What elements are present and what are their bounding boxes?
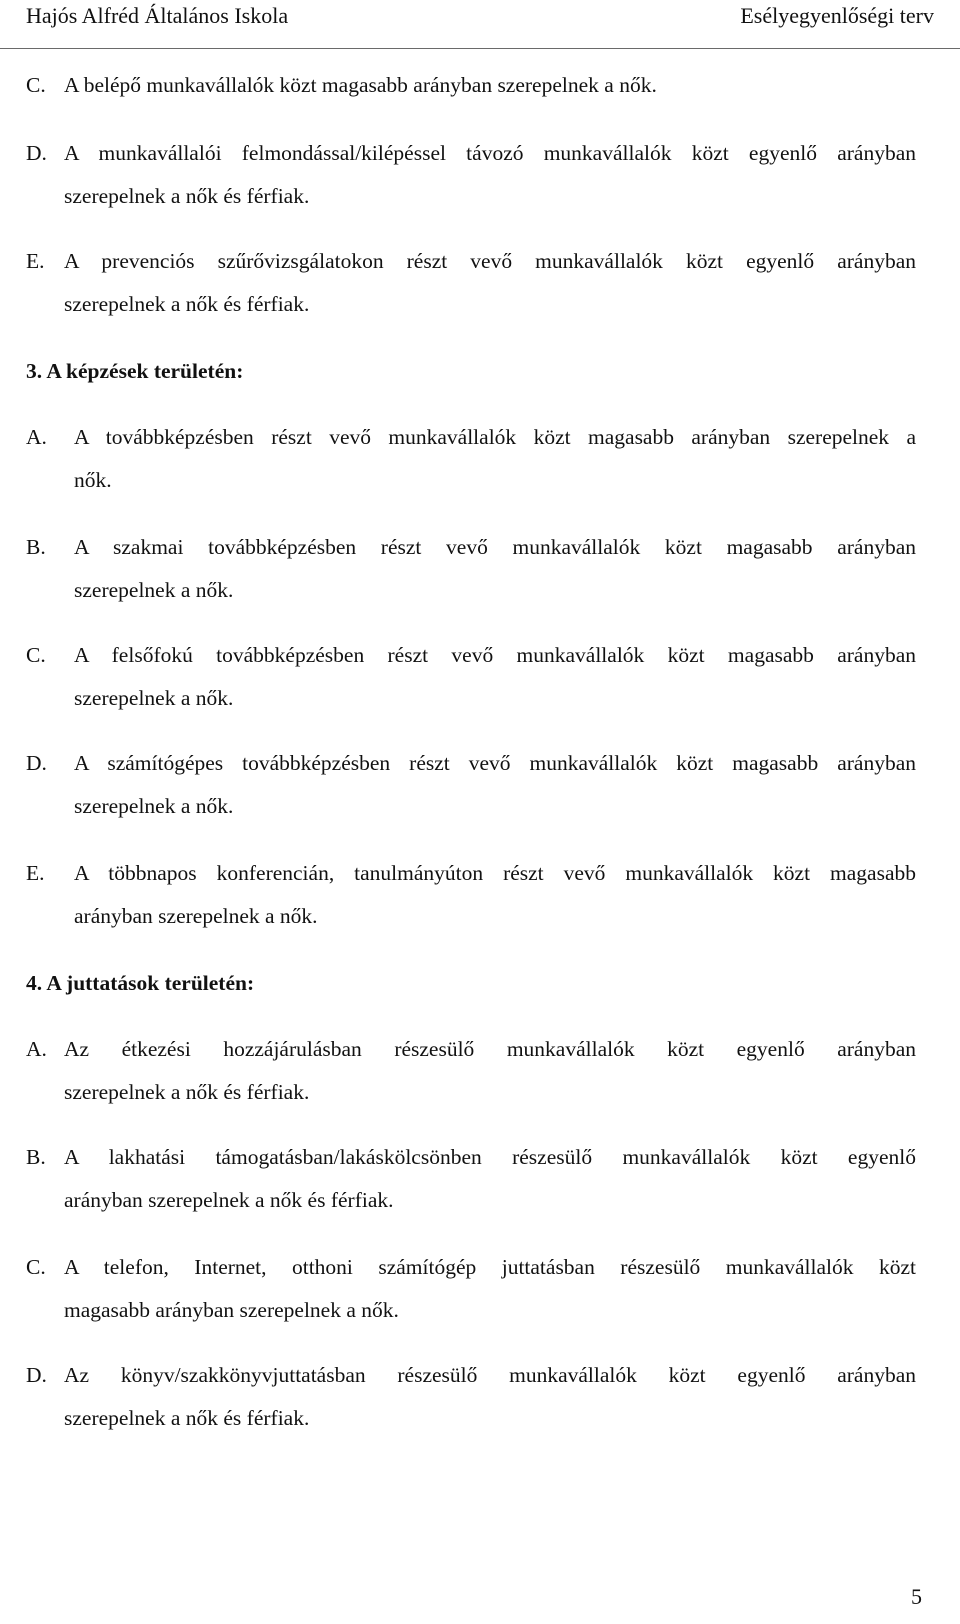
item-label: E. (26, 249, 45, 273)
item-text-continued: arányban szerepelnek a nők. (74, 904, 318, 928)
header-school-name: Hajós Alfréd Általános Iskola (26, 3, 289, 28)
list-item (26, 526, 916, 612)
header-document-title: Esélyegyenlőségi terv (740, 3, 934, 28)
item-text: Az étkezési hozzájárulásban részesülő munkavállalók közt egyenlő arányban (64, 1037, 916, 1061)
list-item (26, 240, 916, 326)
item-text-continued: szerepelnek a nők és férfiak. (64, 1406, 310, 1430)
item-label: C. (26, 643, 46, 667)
item-text: A lakhatási támogatásban/lakáskölcsönben részesülő munkavállalók közt egyenlő (64, 1145, 916, 1169)
item-label: C. (26, 1255, 46, 1279)
item-text-continued: nők. (74, 468, 112, 492)
item-text-continued: szerepelnek a nők és férfiak. (64, 1080, 310, 1104)
item-text-continued: szerepelnek a nők. (74, 794, 234, 818)
item-text: A prevenciós szűrővizsgálatokon részt vevő munkavállalók közt egyenlő arányban (64, 249, 916, 273)
item-text-continued: magasabb arányban szerepelnek a nők. (64, 1298, 399, 1322)
section-heading-benefits: 4. A juttatások területén: (26, 971, 255, 995)
item-text-continued: szerepelnek a nők és férfiak. (64, 292, 310, 316)
item-label: D. (26, 751, 47, 775)
list-item (26, 1028, 916, 1114)
item-text-continued: szerepelnek a nők. (74, 686, 234, 710)
page-number: 5 (911, 1584, 922, 1609)
list-item (26, 1136, 916, 1222)
section-heading-trainings: 3. A képzések területén: (26, 359, 244, 383)
item-label: D. (26, 1363, 47, 1387)
list-item (26, 132, 916, 218)
item-text-continued: szerepelnek a nők és férfiak. (64, 184, 310, 208)
item-label: C. (26, 73, 46, 97)
item-text-continued: szerepelnek a nők. (74, 578, 234, 602)
item-text: A többnapos konferencián, tanulmányúton részt vevő munkavállalók közt magasabb (74, 861, 916, 885)
item-label: B. (26, 535, 46, 559)
list-item (26, 1246, 916, 1332)
item-text: A felsőfokú továbbképzésben részt vevő munkavállalók közt magasabb arányban (74, 643, 916, 667)
item-label: B. (26, 1145, 46, 1169)
item-text: A belépő munkavállalók közt magasabb arányban szerepelnek a nők. (64, 73, 657, 97)
item-label: E. (26, 861, 45, 885)
item-label: A. (26, 1037, 47, 1061)
list-item (26, 852, 916, 938)
item-text: A továbbképzésben részt vevő munkavállalók közt magasabb arányban szerepelnek a (74, 425, 916, 449)
item-text: A telefon, Internet, otthoni számítógép juttatásban részesülő munkavállalók közt (64, 1255, 916, 1279)
list-item (26, 64, 916, 107)
item-text: Az könyv/szakkönyvjuttatásban részesülő munkavállalók közt egyenlő arányban (64, 1363, 916, 1387)
page-header (0, 0, 960, 49)
item-text: A számítógépes továbbképzésben részt vevő munkavállalók közt magasabb arányban (74, 751, 916, 775)
list-item (26, 634, 916, 720)
item-text: A munkavállalói felmondással/kilépéssel távozó munkavállalók közt egyenlő arányban (64, 141, 916, 165)
list-item (26, 416, 916, 502)
list-item (26, 742, 916, 828)
item-text-continued: arányban szerepelnek a nők és férfiak. (64, 1188, 394, 1212)
item-text: A szakmai továbbképzésben részt vevő munkavállalók közt magasabb arányban (74, 535, 916, 559)
item-label: D. (26, 141, 47, 165)
list-item (26, 1354, 916, 1440)
item-label: A. (26, 425, 47, 449)
